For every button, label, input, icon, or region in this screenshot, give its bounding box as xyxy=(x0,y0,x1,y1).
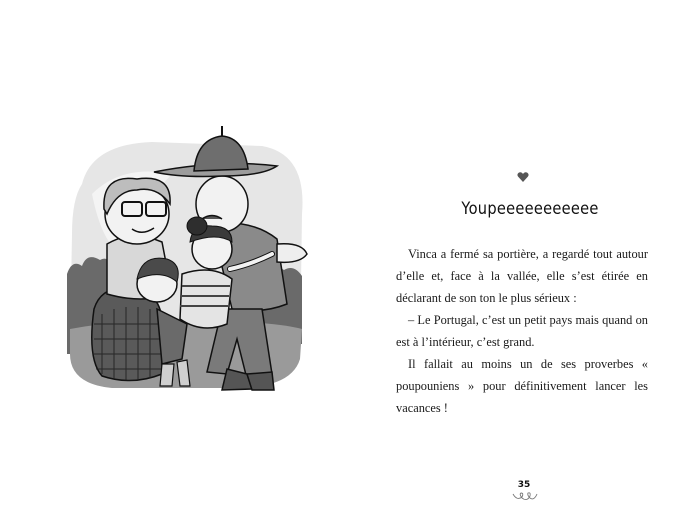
family-hug-illustration xyxy=(62,124,312,396)
heart-icon xyxy=(516,170,530,184)
page-number: 35 xyxy=(517,480,531,490)
swirl-icon xyxy=(511,490,539,502)
paragraph: Il fallait au moins un de ses proverbes « poupouniens » pour définitivement lancer les vacances ! xyxy=(396,357,648,415)
chapter-title: Youpeeeeeeeeeee xyxy=(461,199,599,220)
paragraph: – Le Portugal, c’est un petit pays mais quand on est à l’intérieur, c’est grand. xyxy=(396,313,648,349)
paragraph: Vinca a fermé sa portière, a regardé tout autour d’elle et, face à la vallée, elle s’est étirée en déclarant de son ton le plus sérieux : xyxy=(396,247,648,305)
chapter-body xyxy=(396,243,648,419)
